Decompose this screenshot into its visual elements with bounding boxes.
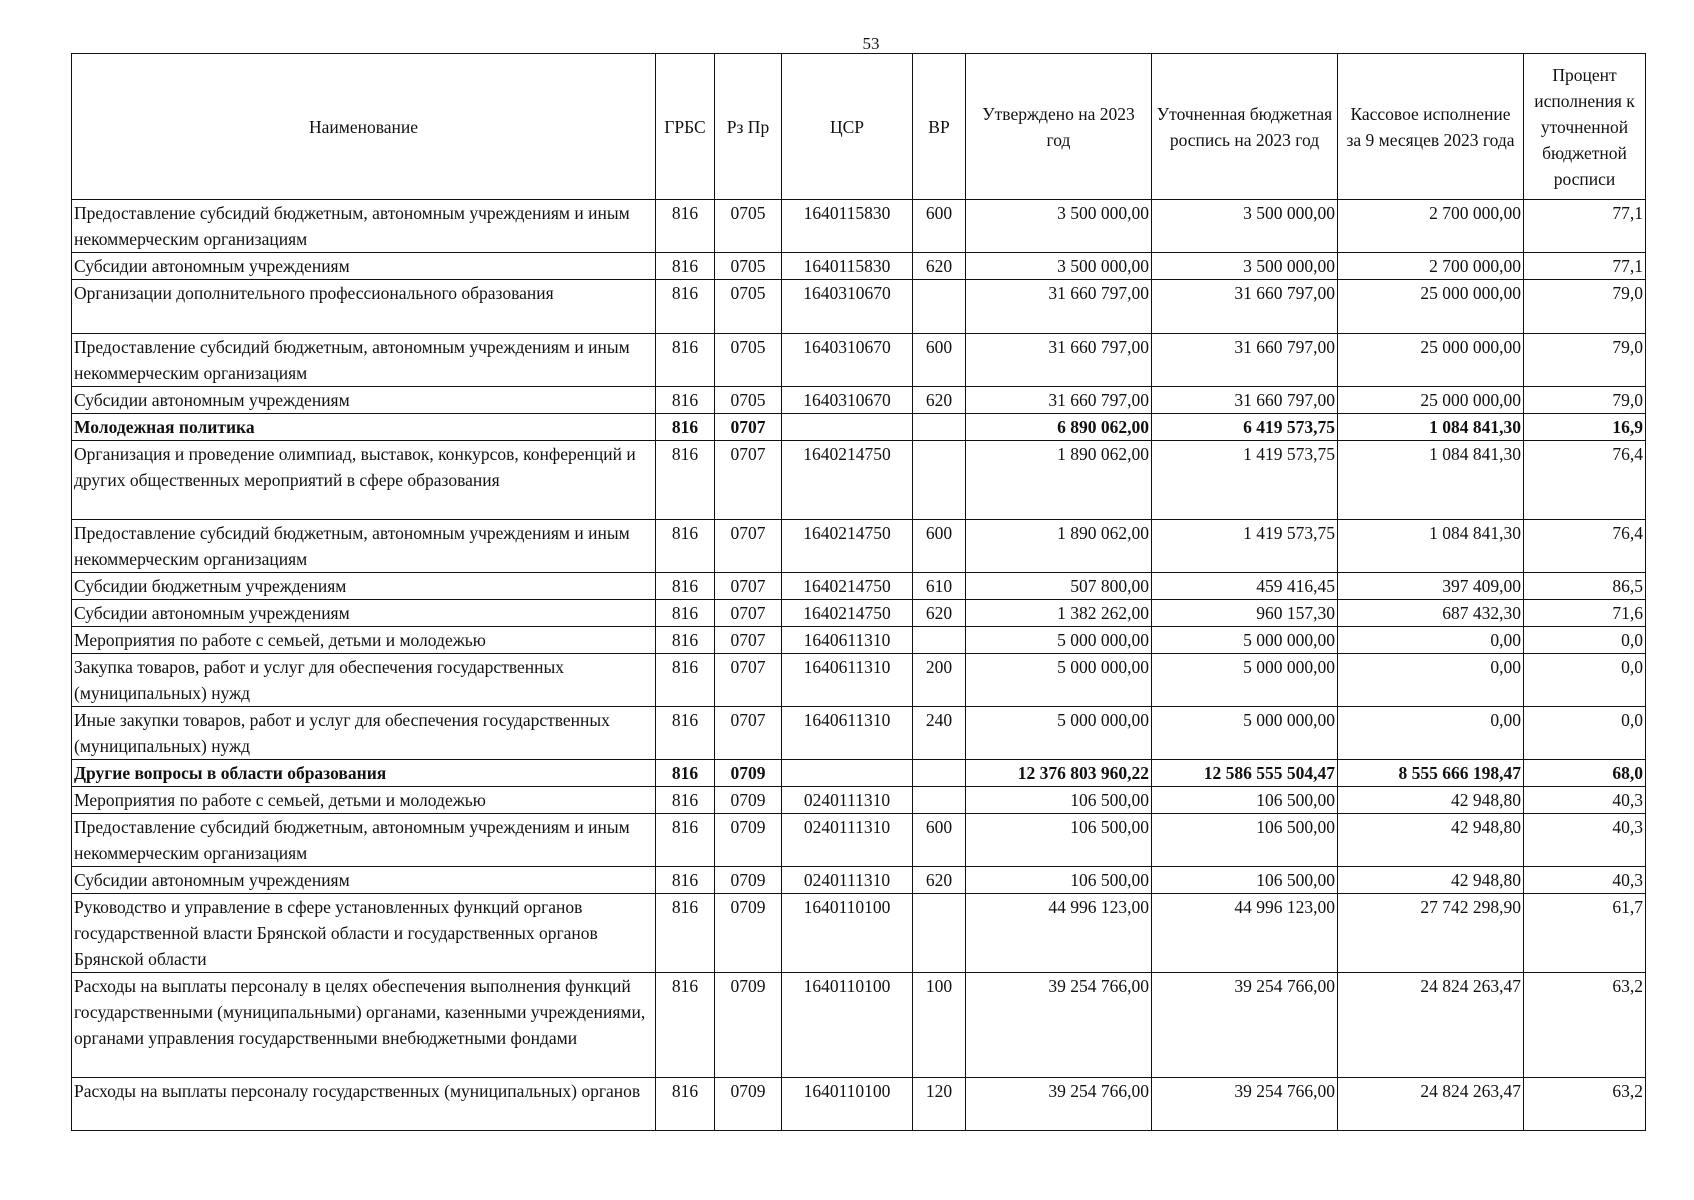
table-cell-name: Субсидии бюджетным учреждениям <box>72 573 656 600</box>
table-cell-executed: 2 700 000,00 <box>1338 200 1524 253</box>
table-cell-vr <box>913 760 966 787</box>
table-cell-percent: 63,2 <box>1524 973 1646 1078</box>
table-cell-percent: 40,3 <box>1524 814 1646 867</box>
table-row <box>72 253 1646 280</box>
table-cell-percent: 86,5 <box>1524 573 1646 600</box>
table-cell-percent: 79,0 <box>1524 334 1646 387</box>
table-cell-grbs: 816 <box>656 814 715 867</box>
table-cell-executed: 1 084 841,30 <box>1338 520 1524 573</box>
table-cell-grbs: 816 <box>656 760 715 787</box>
table-cell-rzpr: 0709 <box>715 1078 782 1131</box>
table-cell-csr: 0240111310 <box>782 867 913 894</box>
table-cell-percent: 77,1 <box>1524 253 1646 280</box>
table-cell-name: Субсидии автономным учреждениям <box>72 253 656 280</box>
table-cell-rzpr: 0707 <box>715 627 782 654</box>
table-cell-percent: 68,0 <box>1524 760 1646 787</box>
table-cell-refined: 31 660 797,00 <box>1152 280 1338 334</box>
table-cell-percent: 77,1 <box>1524 200 1646 253</box>
table-cell-refined: 31 660 797,00 <box>1152 387 1338 414</box>
table-cell-name: Предоставление субсидий бюджетным, автономным учреждениям и иным некоммерческим организациям <box>72 520 656 573</box>
table-cell-approved: 39 254 766,00 <box>966 973 1152 1078</box>
table-row <box>72 707 1646 760</box>
table-cell-rzpr: 0705 <box>715 280 782 334</box>
table-cell-grbs: 816 <box>656 573 715 600</box>
table-cell-approved: 106 500,00 <box>966 867 1152 894</box>
table-cell-approved: 5 000 000,00 <box>966 627 1152 654</box>
table-row <box>72 787 1646 814</box>
table-cell-rzpr: 0707 <box>715 600 782 627</box>
table-cell-refined: 44 996 123,00 <box>1152 894 1338 973</box>
table-cell-refined: 3 500 000,00 <box>1152 200 1338 253</box>
table-cell-percent: 79,0 <box>1524 387 1646 414</box>
table-cell-refined: 459 416,45 <box>1152 573 1338 600</box>
table-cell-csr: 1640115830 <box>782 200 913 253</box>
table-row <box>72 441 1646 520</box>
table-cell-csr: 1640110100 <box>782 894 913 973</box>
table-row <box>72 387 1646 414</box>
table-cell-name: Молодежная политика <box>72 414 656 441</box>
table-cell-refined: 106 500,00 <box>1152 867 1338 894</box>
table-cell-percent: 76,4 <box>1524 441 1646 520</box>
table-cell-grbs: 816 <box>656 414 715 441</box>
table-cell-refined: 39 254 766,00 <box>1152 973 1338 1078</box>
table-cell-name: Организация и проведение олимпиад, выставок, конкурсов, конференций и других общественных мероприятий в сфере образования <box>72 441 656 520</box>
table-cell-grbs: 816 <box>656 441 715 520</box>
table-row <box>72 760 1646 787</box>
table-cell-rzpr: 0709 <box>715 814 782 867</box>
table-cell-grbs: 816 <box>656 787 715 814</box>
table-cell-vr: 600 <box>913 334 966 387</box>
table-cell-rzpr: 0707 <box>715 573 782 600</box>
table-cell-vr <box>913 414 966 441</box>
table-cell-csr: 1640214750 <box>782 520 913 573</box>
table-cell-approved: 3 500 000,00 <box>966 253 1152 280</box>
table-cell-name: Субсидии автономным учреждениям <box>72 867 656 894</box>
header-approved: Утверждено на 2023 год <box>966 54 1152 200</box>
table-cell-grbs: 816 <box>656 867 715 894</box>
header-grbs: ГРБС <box>656 54 715 200</box>
header-name: Наименование <box>72 54 656 200</box>
table-cell-executed: 0,00 <box>1338 707 1524 760</box>
header-csr: ЦСР <box>782 54 913 200</box>
table-cell-executed: 42 948,80 <box>1338 814 1524 867</box>
table-cell-refined: 106 500,00 <box>1152 787 1338 814</box>
table-row <box>72 627 1646 654</box>
table-cell-executed: 42 948,80 <box>1338 867 1524 894</box>
table-cell-csr: 1640110100 <box>782 973 913 1078</box>
table-cell-percent: 61,7 <box>1524 894 1646 973</box>
table-cell-name: Организации дополнительного профессионального образования <box>72 280 656 334</box>
table-cell-name: Мероприятия по работе с семьей, детьми и молодежью <box>72 627 656 654</box>
table-cell-grbs: 816 <box>656 894 715 973</box>
table-cell-grbs: 816 <box>656 973 715 1078</box>
table-cell-grbs: 816 <box>656 387 715 414</box>
table-cell-csr: 1640611310 <box>782 627 913 654</box>
table-cell-refined: 1 419 573,75 <box>1152 520 1338 573</box>
header-percent: Процент исполнения к уточненной бюджетной росписи <box>1524 54 1646 200</box>
table-cell-executed: 0,00 <box>1338 654 1524 707</box>
table-cell-percent: 40,3 <box>1524 867 1646 894</box>
table-cell-name: Руководство и управление в сфере установленных функций органов государственной власти Брянской области и государственных органов Брянской области <box>72 894 656 973</box>
table-cell-refined: 3 500 000,00 <box>1152 253 1338 280</box>
table-cell-approved: 6 890 062,00 <box>966 414 1152 441</box>
table-row <box>72 414 1646 441</box>
table-cell-percent: 40,3 <box>1524 787 1646 814</box>
table-cell-vr <box>913 787 966 814</box>
table-cell-approved: 44 996 123,00 <box>966 894 1152 973</box>
table-cell-csr <box>782 414 913 441</box>
table-cell-csr: 1640214750 <box>782 441 913 520</box>
table-row <box>72 894 1646 973</box>
table-cell-vr <box>913 280 966 334</box>
table-cell-approved: 12 376 803 960,22 <box>966 760 1152 787</box>
table-cell-rzpr: 0709 <box>715 973 782 1078</box>
table-cell-approved: 3 500 000,00 <box>966 200 1152 253</box>
table-cell-name: Другие вопросы в области образования <box>72 760 656 787</box>
table-cell-refined: 6 419 573,75 <box>1152 414 1338 441</box>
table-cell-name: Иные закупки товаров, работ и услуг для обеспечения государственных (муниципальных) нужд <box>72 707 656 760</box>
table-cell-csr: 1640310670 <box>782 387 913 414</box>
table-cell-executed: 42 948,80 <box>1338 787 1524 814</box>
table-cell-grbs: 816 <box>656 600 715 627</box>
table-cell-grbs: 816 <box>656 280 715 334</box>
table-cell-percent: 0,0 <box>1524 654 1646 707</box>
table-cell-executed: 0,00 <box>1338 627 1524 654</box>
table-cell-name: Субсидии автономным учреждениям <box>72 387 656 414</box>
table-cell-csr: 1640110100 <box>782 1078 913 1131</box>
table-cell-rzpr: 0707 <box>715 441 782 520</box>
table-row <box>72 867 1646 894</box>
table-cell-executed: 24 824 263,47 <box>1338 973 1524 1078</box>
table-cell-csr: 1640611310 <box>782 707 913 760</box>
table-cell-rzpr: 0707 <box>715 520 782 573</box>
table-cell-refined: 5 000 000,00 <box>1152 654 1338 707</box>
table-cell-refined: 5 000 000,00 <box>1152 707 1338 760</box>
table-row <box>72 1078 1646 1131</box>
table-cell-executed: 8 555 666 198,47 <box>1338 760 1524 787</box>
table-cell-executed: 27 742 298,90 <box>1338 894 1524 973</box>
table-cell-executed: 25 000 000,00 <box>1338 280 1524 334</box>
table-cell-csr: 1640214750 <box>782 600 913 627</box>
table-cell-approved: 5 000 000,00 <box>966 654 1152 707</box>
table-cell-executed: 687 432,30 <box>1338 600 1524 627</box>
table-cell-name: Мероприятия по работе с семьей, детьми и молодежью <box>72 787 656 814</box>
header-vr: ВР <box>913 54 966 200</box>
table-cell-refined: 31 660 797,00 <box>1152 334 1338 387</box>
table-cell-executed: 24 824 263,47 <box>1338 1078 1524 1131</box>
table-cell-name: Предоставление субсидий бюджетным, автономным учреждениям и иным некоммерческим организациям <box>72 334 656 387</box>
table-cell-vr: 240 <box>913 707 966 760</box>
table-cell-approved: 39 254 766,00 <box>966 1078 1152 1131</box>
table-cell-approved: 31 660 797,00 <box>966 387 1152 414</box>
table-row <box>72 334 1646 387</box>
table-cell-rzpr: 0705 <box>715 387 782 414</box>
table-cell-executed: 25 000 000,00 <box>1338 387 1524 414</box>
table-cell-percent: 76,4 <box>1524 520 1646 573</box>
table-row <box>72 573 1646 600</box>
table-cell-vr: 600 <box>913 200 966 253</box>
table-cell-name: Расходы на выплаты персоналу государственных (муниципальных) органов <box>72 1078 656 1131</box>
table-cell-csr: 0240111310 <box>782 787 913 814</box>
table-cell-name: Субсидии автономным учреждениям <box>72 600 656 627</box>
table-cell-percent: 71,6 <box>1524 600 1646 627</box>
table-cell-vr: 620 <box>913 253 966 280</box>
table-cell-grbs: 816 <box>656 627 715 654</box>
table-header-row <box>72 54 1646 200</box>
table-cell-approved: 31 660 797,00 <box>966 280 1152 334</box>
table-row <box>72 280 1646 334</box>
table-cell-name: Предоставление субсидий бюджетным, автономным учреждениям и иным некоммерческим организациям <box>72 814 656 867</box>
header-executed: Кассовое исполнение за 9 месяцев 2023 года <box>1338 54 1524 200</box>
table-cell-csr: 1640115830 <box>782 253 913 280</box>
table-cell-approved: 5 000 000,00 <box>966 707 1152 760</box>
table-cell-rzpr: 0707 <box>715 414 782 441</box>
table-cell-rzpr: 0709 <box>715 760 782 787</box>
budget-table <box>71 53 1646 1131</box>
table-cell-vr: 600 <box>913 814 966 867</box>
table-cell-approved: 507 800,00 <box>966 573 1152 600</box>
table-cell-grbs: 816 <box>656 520 715 573</box>
table-row <box>72 973 1646 1078</box>
table-cell-rzpr: 0709 <box>715 894 782 973</box>
table-cell-name: Расходы на выплаты персоналу в целях обеспечения выполнения функций государственными (муниципальными) органами, казенными учреждениями, органами управления государственными внебюджетными фондами <box>72 973 656 1078</box>
table-cell-refined: 39 254 766,00 <box>1152 1078 1338 1131</box>
table-cell-executed: 2 700 000,00 <box>1338 253 1524 280</box>
table-cell-percent: 16,9 <box>1524 414 1646 441</box>
table-cell-vr <box>913 441 966 520</box>
table-cell-csr: 1640310670 <box>782 334 913 387</box>
table-cell-rzpr: 0705 <box>715 200 782 253</box>
table-cell-executed: 397 409,00 <box>1338 573 1524 600</box>
table-cell-grbs: 816 <box>656 707 715 760</box>
table-cell-refined: 12 586 555 504,47 <box>1152 760 1338 787</box>
table-cell-vr: 620 <box>913 867 966 894</box>
header-refined: Уточненная бюджетная роспись на 2023 год <box>1152 54 1338 200</box>
table-cell-vr: 200 <box>913 654 966 707</box>
table-cell-csr: 1640214750 <box>782 573 913 600</box>
table-cell-csr: 1640310670 <box>782 280 913 334</box>
table-cell-rzpr: 0707 <box>715 707 782 760</box>
table-cell-vr: 120 <box>913 1078 966 1131</box>
table-cell-percent: 63,2 <box>1524 1078 1646 1131</box>
table-cell-rzpr: 0709 <box>715 787 782 814</box>
table-row <box>72 654 1646 707</box>
table-cell-vr <box>913 894 966 973</box>
table-cell-refined: 1 419 573,75 <box>1152 441 1338 520</box>
table-cell-approved: 1 890 062,00 <box>966 520 1152 573</box>
page-number: 53 <box>862 34 880 53</box>
table-cell-grbs: 816 <box>656 654 715 707</box>
table-cell-csr: 1640611310 <box>782 654 913 707</box>
table-cell-csr <box>782 760 913 787</box>
table-cell-grbs: 816 <box>656 253 715 280</box>
table-cell-refined: 5 000 000,00 <box>1152 627 1338 654</box>
table-cell-rzpr: 0705 <box>715 253 782 280</box>
table-cell-vr: 600 <box>913 520 966 573</box>
table-cell-rzpr: 0709 <box>715 867 782 894</box>
table-cell-approved: 1 382 262,00 <box>966 600 1152 627</box>
table-cell-approved: 31 660 797,00 <box>966 334 1152 387</box>
table-cell-vr: 100 <box>913 973 966 1078</box>
table-cell-approved: 106 500,00 <box>966 814 1152 867</box>
table-cell-vr: 620 <box>913 387 966 414</box>
table-cell-rzpr: 0707 <box>715 654 782 707</box>
header-rzpr: Рз Пр <box>715 54 782 200</box>
table-cell-percent: 79,0 <box>1524 280 1646 334</box>
table-row <box>72 814 1646 867</box>
table-cell-approved: 106 500,00 <box>966 787 1152 814</box>
table-cell-executed: 1 084 841,30 <box>1338 441 1524 520</box>
table-row <box>72 600 1646 627</box>
table-cell-refined: 960 157,30 <box>1152 600 1338 627</box>
table-cell-name: Предоставление субсидий бюджетным, автономным учреждениям и иным некоммерческим организациям <box>72 200 656 253</box>
table-cell-name: Закупка товаров, работ и услуг для обеспечения государственных (муниципальных) нужд <box>72 654 656 707</box>
table-cell-vr <box>913 627 966 654</box>
table-cell-refined: 106 500,00 <box>1152 814 1338 867</box>
table-cell-grbs: 816 <box>656 1078 715 1131</box>
table-cell-vr: 620 <box>913 600 966 627</box>
table-cell-vr: 610 <box>913 573 966 600</box>
table-cell-grbs: 816 <box>656 334 715 387</box>
table-cell-executed: 25 000 000,00 <box>1338 334 1524 387</box>
table-cell-grbs: 816 <box>656 200 715 253</box>
table-cell-percent: 0,0 <box>1524 707 1646 760</box>
table-row <box>72 200 1646 253</box>
table-cell-approved: 1 890 062,00 <box>966 441 1152 520</box>
table-cell-csr: 0240111310 <box>782 814 913 867</box>
table-cell-executed: 1 084 841,30 <box>1338 414 1524 441</box>
table-cell-percent: 0,0 <box>1524 627 1646 654</box>
table-cell-rzpr: 0705 <box>715 334 782 387</box>
table-row <box>72 520 1646 573</box>
